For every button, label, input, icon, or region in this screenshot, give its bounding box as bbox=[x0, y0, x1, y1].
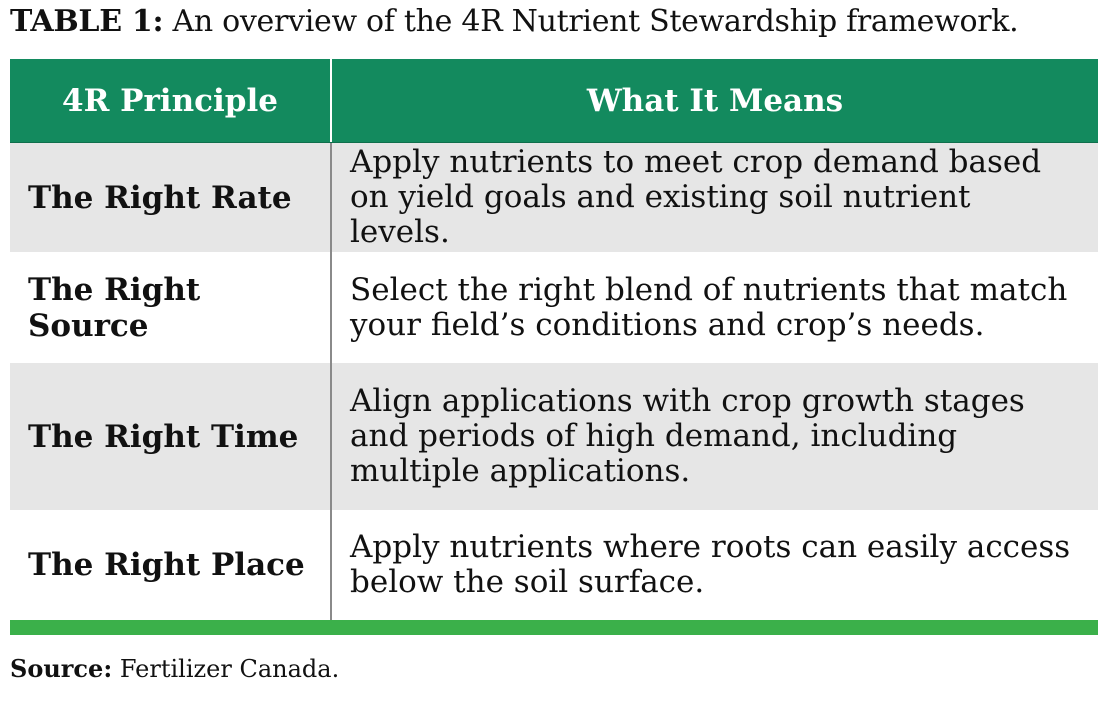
table-bottom-rule bbox=[10, 620, 1098, 635]
caption-label: TABLE 1: bbox=[10, 4, 164, 39]
table-row bbox=[10, 363, 1098, 510]
table-header-row bbox=[10, 59, 1098, 143]
table-row bbox=[10, 510, 1098, 620]
meaning-cell: Apply nutrients to meet crop demand based on yield goals and existing soil nutrient levels. bbox=[350, 144, 1042, 250]
table-row bbox=[10, 143, 1098, 252]
principle-cell: The Right Time bbox=[10, 363, 332, 510]
caption-text: An overview of the 4R Nutrient Stewardship framework. bbox=[163, 4, 1019, 39]
nutrient-table bbox=[10, 59, 1098, 635]
meaning-cell: Apply nutrients where roots can easily access below the soil surface. bbox=[350, 529, 1071, 600]
source-label: Source: bbox=[10, 654, 113, 683]
source-text: Fertilizer Canada. bbox=[112, 655, 340, 683]
meaning-cell: Align applications with crop growth stages and periods of high demand, including multiple applications. bbox=[350, 383, 1025, 489]
table-caption bbox=[10, 2, 1018, 42]
header-principle: 4R Principle bbox=[10, 59, 332, 142]
source-note bbox=[10, 653, 339, 685]
header-meaning: What It Means bbox=[586, 82, 844, 119]
principle-cell: The Right Source bbox=[10, 252, 332, 363]
table-row bbox=[10, 252, 1098, 363]
principle-cell: The Right Place bbox=[10, 510, 332, 620]
principle-cell: The Right Rate bbox=[10, 143, 332, 252]
meaning-cell: Select the right blend of nutrients that match your field’s conditions and crop’s needs. bbox=[350, 271, 1068, 343]
